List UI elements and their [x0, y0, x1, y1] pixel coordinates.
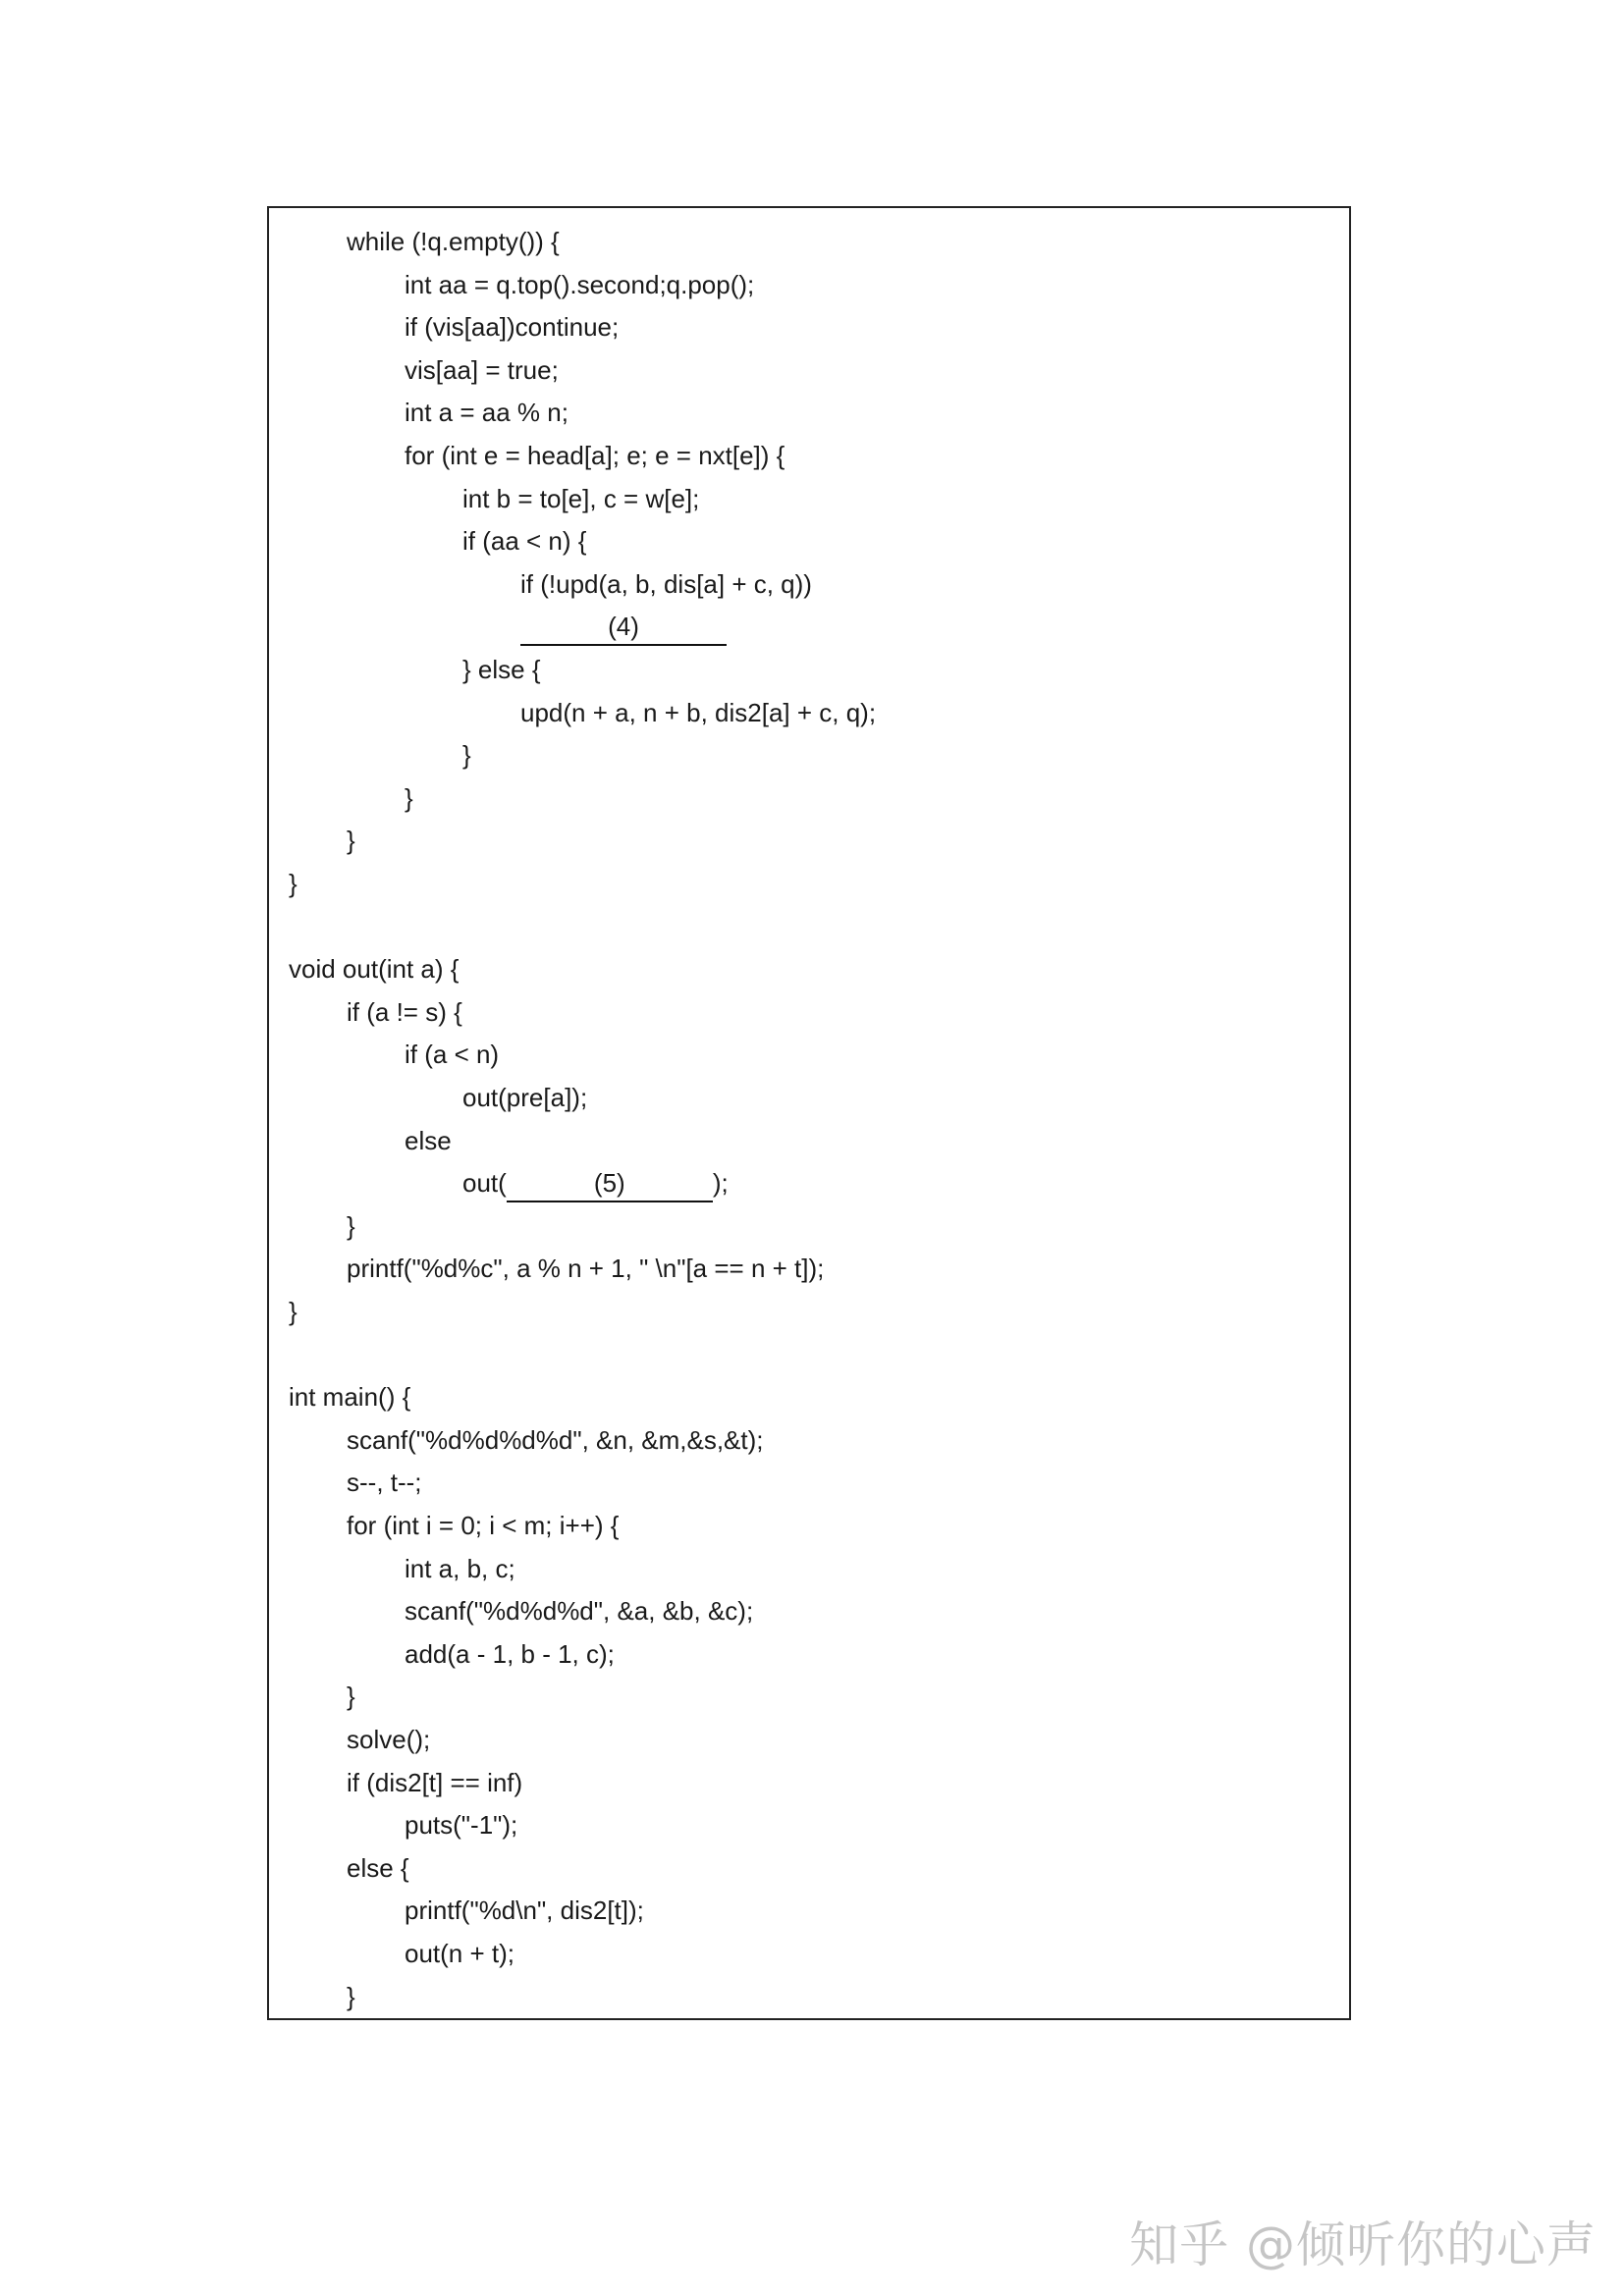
code-line: else { [347, 1852, 409, 1883]
code-line: int main() { [289, 1382, 411, 1413]
code-line: scanf("%d%d%d", &a, &b, &c); [405, 1596, 754, 1627]
code-listing-box [267, 206, 1351, 2020]
code-text: out( [462, 1168, 507, 1199]
fill-in-blank: (4) [520, 609, 727, 646]
code-line: if (a != s) { [347, 996, 462, 1027]
code-line: if (vis[aa])continue; [405, 312, 620, 343]
code-line: int a, b, c; [405, 1553, 515, 1583]
code-line: printf("%d%c", a % n + 1, " \n"[a == n + t]); [347, 1254, 825, 1284]
code-line: } [347, 826, 355, 856]
code-line: void out(int a) { [289, 954, 460, 985]
code-line: add(a - 1, b - 1, c); [405, 1638, 615, 1669]
code-line [462, 1161, 729, 1204]
code-line: if (aa < n) { [462, 526, 587, 557]
code-line: if (!upd(a, b, dis[a] + c, q)) [520, 568, 812, 599]
code-line: } [347, 1210, 355, 1241]
code-line: while (!q.empty()) { [347, 227, 560, 256]
code-line: } [347, 1682, 355, 1712]
fill-in-blank: (5) [507, 1165, 713, 1202]
code-line: if (dis2[t] == inf) [347, 1767, 523, 1797]
code-line: int a = aa % n; [405, 398, 568, 428]
code-line: } [289, 1297, 298, 1326]
code-line: for (int i = 0; i < m; i++) { [347, 1511, 620, 1540]
code-line: } [405, 782, 413, 813]
code-line: if (a < n) [405, 1040, 500, 1070]
watermark-text: 知乎 @倾听你的心声 [1129, 2216, 1597, 2273]
code-line [520, 605, 727, 648]
code-line: int aa = q.top().second;q.pop(); [405, 269, 755, 299]
code-line: upd(n + a, n + b, dis2[a] + c, q); [520, 697, 877, 727]
code-line: out(n + t); [405, 1939, 514, 1968]
code-line: vis[aa] = true; [405, 354, 559, 385]
code-line: int b = to[e], c = w[e]; [462, 483, 700, 513]
code-line: } [347, 1981, 355, 2011]
code-line: } [462, 740, 471, 771]
code-line: printf("%d\n", dis2[t]); [405, 1896, 644, 1926]
code-lines [269, 208, 1349, 2018]
code-line: scanf("%d%d%d%d", &n, &m,&s,&t); [347, 1424, 764, 1455]
code-line: out(pre[a]); [462, 1083, 588, 1112]
code-line: solve(); [347, 1725, 431, 1754]
code-line: for (int e = head[a]; e; e = nxt[e]) { [405, 441, 785, 470]
code-text: ); [712, 1168, 729, 1199]
code-line: } [289, 869, 298, 898]
code-line: s--, t--; [347, 1468, 422, 1498]
code-line: puts("-1"); [405, 1810, 518, 1841]
code-line: else [405, 1125, 452, 1155]
code-line: } else { [462, 655, 541, 684]
